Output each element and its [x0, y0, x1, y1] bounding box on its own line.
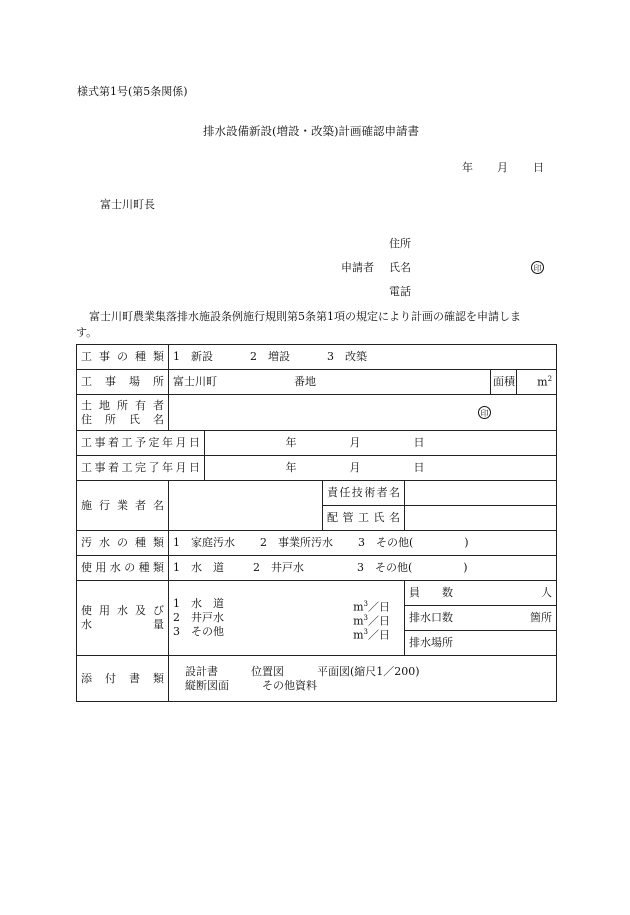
- end-date-day: 日: [413, 461, 425, 475]
- work-type-options[interactable]: [169, 345, 557, 370]
- sewage-type-options[interactable]: [169, 531, 557, 556]
- water-usage-label: [77, 581, 169, 656]
- row-end-date: [77, 456, 557, 481]
- sewage-other[interactable]: 3 その他(: [358, 536, 414, 550]
- usage-row-tap[interactable]: [173, 597, 400, 614]
- outlets-label: 排水口数: [409, 611, 453, 625]
- sewage-business[interactable]: 2 事業所汚水: [260, 536, 333, 550]
- usage-unit-3: m: [353, 628, 364, 642]
- plumber-label: 配管工氏名: [323, 506, 405, 531]
- application-form-table: [76, 344, 557, 702]
- applicant-group-label: 申請者: [341, 261, 374, 274]
- landowner-seal-icon: 印: [478, 406, 491, 419]
- water-usage-label-2: [81, 618, 164, 632]
- engineer-field[interactable]: [405, 481, 557, 506]
- row-work-site: [77, 370, 557, 395]
- row-attachments: [77, 656, 557, 702]
- usage-row-tap-label: 1 水 道: [173, 597, 224, 610]
- applicant-seal-icon: 印: [531, 261, 544, 274]
- usage-row-well-label: 2 井戸水: [173, 611, 224, 624]
- members-unit: 人: [541, 586, 553, 600]
- row-landowner: [77, 395, 557, 431]
- water-usage-amounts[interactable]: [169, 581, 405, 656]
- usage-unit-sup-2: 3: [363, 614, 368, 622]
- contractor-label: 施行業者名: [77, 481, 169, 531]
- sewage-other-close: ): [464, 536, 469, 550]
- applicant-address-label: 住所: [389, 237, 411, 250]
- usage-row-well[interactable]: [173, 611, 400, 628]
- applicant-name-label: 氏名: [389, 261, 411, 274]
- contractor-field[interactable]: [169, 481, 323, 531]
- end-date-field[interactable]: [205, 456, 557, 481]
- water-usage-label-1: 使用水及び: [81, 604, 164, 617]
- end-date-year: 年: [285, 461, 297, 475]
- outlets-field[interactable]: [405, 606, 557, 631]
- usage-unit-2: m: [353, 614, 364, 628]
- start-date-day: 日: [413, 436, 425, 450]
- work-type-add[interactable]: 2 増設: [250, 350, 290, 364]
- sewage-type-label: 汚水の種類: [77, 531, 169, 556]
- start-date-field[interactable]: [205, 431, 557, 456]
- row-work-type: [77, 345, 557, 370]
- date-month[interactable]: 月: [497, 161, 508, 174]
- usage-row-other-label: 3 その他: [173, 625, 224, 638]
- row-water-usage: [77, 581, 557, 606]
- water-other-close: ): [463, 561, 468, 575]
- outlets-unit: 箇所: [530, 611, 553, 625]
- engineer-label: 責任技術者名: [323, 481, 405, 506]
- attachments-line1: 設計書 位置図 平面図(縮尺1／200): [185, 664, 420, 678]
- body-text-line1: 富士川町農業集落排水施設条例施行規則第5条第1項の規定により計画の確認を申請しま: [89, 310, 521, 323]
- row-water-type: [77, 556, 557, 581]
- start-date-month: 月: [349, 436, 361, 450]
- area-unit: m: [537, 375, 548, 389]
- applicant-phone-label: 電話: [389, 285, 411, 298]
- work-site-field[interactable]: [169, 370, 491, 395]
- usage-unit-suffix-3: ／日: [368, 628, 390, 642]
- attachments-label: 添付書類: [77, 656, 169, 702]
- form-number: 様式第1号(第5条関係): [77, 85, 188, 98]
- discharge-label: 排水場所: [409, 636, 453, 650]
- document-title: 排水設備新設(増設・改築)計画確認申請書: [203, 124, 419, 138]
- sewage-household[interactable]: 1 家庭汚水: [173, 536, 235, 550]
- landowner-label-1: 土地所有者: [81, 398, 164, 412]
- work-type-rebuild[interactable]: 3 改築: [327, 350, 367, 364]
- water-tap[interactable]: 1 水 道: [173, 561, 224, 575]
- water-type-options[interactable]: [169, 556, 557, 581]
- members-field[interactable]: [405, 581, 557, 606]
- attachments-line2: 縦断図面 その他資料: [185, 678, 317, 692]
- usage-unit-suffix-1: ／日: [368, 600, 390, 614]
- discharge-field[interactable]: [405, 631, 557, 656]
- water-usage-label-2-a: 水量: [81, 618, 164, 631]
- start-date-year: 年: [285, 436, 297, 450]
- end-date-month: 月: [349, 461, 361, 475]
- landowner-label-2: 住所氏名: [81, 412, 164, 426]
- row-start-date: [77, 431, 557, 456]
- water-other[interactable]: 3 その他(: [357, 561, 413, 575]
- water-type-label: 使用水の種類: [77, 556, 169, 581]
- work-type-new[interactable]: 1 新設: [173, 350, 213, 364]
- usage-unit-1: m: [353, 600, 364, 614]
- date-year[interactable]: 年: [462, 161, 473, 174]
- row-sewage-type: [77, 531, 557, 556]
- work-site-label: 工事場所: [77, 370, 169, 395]
- attachments-field[interactable]: [169, 656, 557, 702]
- plumber-field[interactable]: [405, 506, 557, 531]
- end-date-label: 工事着工完了年月日: [77, 456, 205, 481]
- area-unit-sup: 2: [547, 374, 553, 383]
- usage-unit-suffix-2: ／日: [368, 614, 390, 628]
- work-type-label: 工事の種類: [77, 345, 169, 370]
- start-date-label: 工事着工予定年月日: [77, 431, 205, 456]
- water-well[interactable]: 2 井戸水: [253, 561, 304, 575]
- usage-unit-sup-1: 3: [363, 600, 368, 608]
- area-field[interactable]: [517, 370, 557, 395]
- usage-row-other[interactable]: [173, 625, 400, 642]
- usage-unit-sup-3: 3: [363, 628, 368, 636]
- date-day[interactable]: 日: [533, 161, 544, 174]
- work-site-town: 富士川町: [173, 375, 217, 389]
- addressee: 富士川町長: [100, 198, 155, 211]
- area-label: 面積: [491, 370, 517, 395]
- row-contractor: [77, 481, 557, 506]
- landowner-label: [77, 395, 169, 431]
- members-label: 員 数: [409, 586, 453, 600]
- landowner-field[interactable]: [169, 395, 557, 431]
- body-text-line2: す。: [76, 326, 98, 339]
- work-site-banchi: 番地: [294, 375, 316, 389]
